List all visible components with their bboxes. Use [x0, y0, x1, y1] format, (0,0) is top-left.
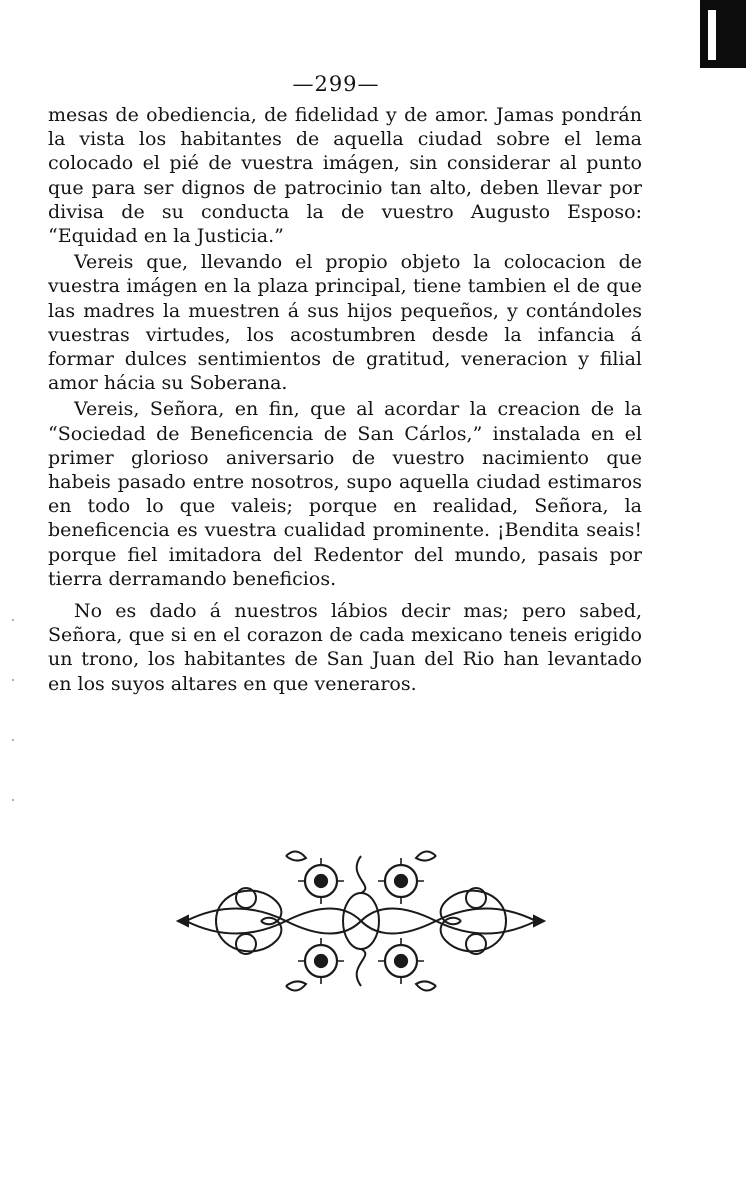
- paragraph-2: Vereis que, llevando el propio objeto la colocacion de vuestra imágen en la plaza principal, tiene tambien el de que las madres la muestren á sus hijos pequeños, y contándoles vuestras virtudes, los acostumbren desde la infancia á formar dulces sentimientos de gratitud, veneracion y filial amor hácia su Soberana.: [48, 251, 642, 395]
- scan-corner-mark: [700, 0, 746, 68]
- paragraph-1: mesas de obediencia, de fidelidad y de amor. Jamas pondrán la vista los habitantes de aquella ciudad sobre el lema colocado el pié de vuestra imágen, sin considerar al punto que para ser dignos de patrocinio tan alto, deben llevar por divisa de su conducta la de vuestro Augusto Esposo: “Equidad en la Justicia.”: [48, 104, 642, 248]
- margin-specks: [10, 600, 16, 840]
- paragraph-3: Vereis, Señora, en fin, que al acordar la creacion de la “Sociedad de Beneficencia de San Cárlos,” instalada en el primer glorioso aniversario de vuestro nacimiento que habeis pasado entre nosotros, supo aquella ciudad estimaros en todo lo que valeis; porque en realidad, Señora, la beneficencia es vuestra cualidad prominente. ¡Bendita seais! porque fiel imitadora del Redentor del mundo, pasais por tierra derramando beneficios.: [48, 398, 642, 590]
- page-number: —299—: [292, 72, 380, 96]
- paragraph-4: No es dado á nuestros lábios decir mas; pero sabed, Señora, que si en el corazon de cada mexicano teneis erigido un trono, los habitantes de San Juan del Rio han levantado en los suyos altares en que veneraros.: [48, 600, 642, 695]
- body-text: [48, 103, 642, 698]
- floral-ornament-icon: [176, 836, 546, 1006]
